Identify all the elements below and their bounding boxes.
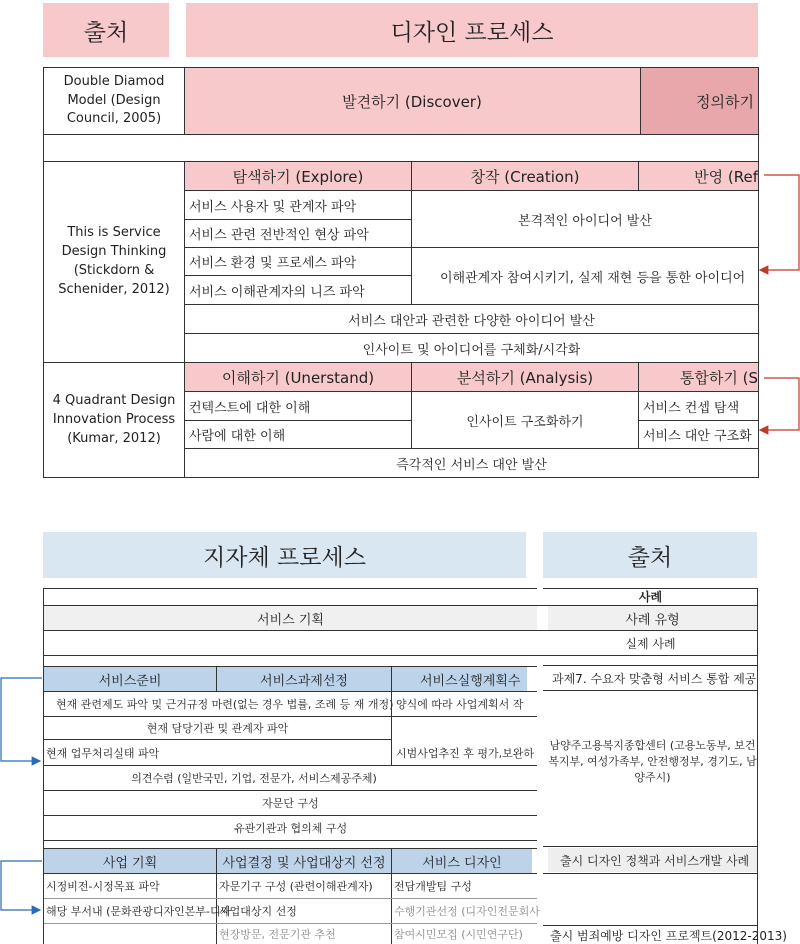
header-synthesis: 통합하기 (S — [639, 363, 758, 391]
header-service-design: 서비스 디자인 — [392, 849, 532, 873]
synthesis-item: 서비스 대안 구조화 — [643, 429, 752, 444]
span-immediate: 즉각적인 서비스 대안 발산 — [396, 457, 547, 473]
header-analysis: 분석하기 (Analysis) — [412, 363, 638, 391]
source-kumar: 4 Quadrant Design Innovation Process (Kumar, 2012) — [52, 393, 176, 446]
plan-department: 해당 부서내 (문화관광디자인본부-디자 — [46, 905, 232, 918]
explore-item: 서비스 이해관계자의 니즈 파악 — [189, 284, 365, 300]
case-type: 사례 유형 — [548, 606, 757, 630]
plan-vision: 시정비전-시정목표 파악 — [46, 880, 160, 893]
plan-pilot: 시범사업추진 후 평가,보완하 — [396, 746, 535, 760]
arrow-service-prep — [1, 678, 42, 761]
stage-discover: 발견하기 (Discover) — [184, 68, 640, 134]
explore-item: 서비스 사용자 및 관계자 파악 — [189, 199, 357, 215]
decision-site: 사업대상지 선정 — [219, 905, 297, 918]
source-double-diamond: Double Diamod Model (Design Council, 2005) — [63, 73, 165, 127]
prep-current-status: 현재 업무처리실태 파악 — [46, 746, 160, 760]
span-visualize: 인사이트 및 아이디어를 구체화/시각화 — [362, 342, 581, 358]
case-actual: 실제 사례 — [625, 636, 676, 651]
arrow-business-plan — [1, 861, 42, 910]
synthesis-item: 서비스 컨셉 탐색 — [643, 400, 740, 416]
understand-item: 사람에 대한 이해 — [189, 429, 286, 444]
understand-item: 컨텍스트에 대한 이해 — [189, 400, 311, 416]
decision-advisory: 자문기구 구성 (관련이해관계자) — [219, 880, 373, 893]
prep-agency: 현재 담당기관 및 관계자 파악 — [146, 722, 289, 735]
design-team: 전담개발팀 구성 — [394, 880, 472, 893]
explore-item: 서비스 관련 전반적인 현상 파악 — [189, 228, 369, 243]
header-business-decision: 사업결정 및 사업대상지 선정 — [217, 849, 391, 873]
design-agency: 수행기관선정 (디자인전문회사 — [394, 905, 540, 918]
opinion-gathering: 의견수렴 (일반국민, 기업, 전문가, 서비스제공주체) — [131, 772, 377, 785]
arrow-synthesis — [760, 378, 799, 430]
design-citizens: 참여시민모집 (시민연구단) — [394, 928, 523, 941]
source-service-design-thinking: This is Service Design Thinking (Stickdorn & Schenider, 2012) — [58, 225, 170, 297]
case-task: 과제7. 수요자 맞춤형 서비스 통합 제공 — [552, 671, 757, 686]
header-execution-plan: 서비스실행계획수 — [392, 667, 527, 691]
creation-stakeholder: 이해관계자 참여시키기, 실제 재현 등을 통한 아이디어 — [440, 270, 746, 286]
advisory-group: 자문단 구성 — [262, 797, 319, 810]
bottom-process-header: 지자체 프로세스 — [43, 532, 526, 578]
header-creation: 창작 (Creation) — [412, 162, 638, 190]
stage-define: 정의하기 — [640, 68, 758, 134]
top-process-header: 디자인 프로세스 — [186, 3, 758, 57]
header-service-prep: 서비스준비 — [44, 667, 216, 691]
explore-item: 서비스 환경 및 프로세스 파악 — [189, 256, 357, 271]
council: 유관기관과 협의체 구성 — [233, 822, 348, 835]
top-source-header: 출처 — [43, 3, 169, 57]
case-top: 사례 — [638, 589, 663, 604]
header-explore: 탐색하기 (Explore) — [185, 162, 411, 190]
case-project: 출시 범죄예방 디자인 프로젝트(2012-2013) — [550, 928, 787, 943]
case-policy: 출시 디자인 정책과 서비스개발 사례 — [548, 848, 757, 872]
header-reflection: 반영 (Ref — [639, 162, 758, 190]
header-business-plan: 사업 기획 — [44, 849, 216, 873]
analysis-structure: 인사이트 구조화하기 — [466, 414, 584, 430]
header-understand: 이해하기 (Unerstand) — [185, 363, 411, 391]
arrow-reflection — [760, 175, 799, 270]
plan-writing: 양식에 따라 사업계획서 작 — [396, 698, 524, 711]
header-task-selection: 서비스과제선정 — [217, 667, 391, 691]
decision-visit: 현장방문, 전문기관 추천 — [219, 928, 336, 941]
service-planning: 서비스 기획 — [44, 606, 537, 630]
span-alternative-ideas: 서비스 대안과 관련한 다양한 아이디어 발산 — [348, 313, 595, 329]
creation-idea-divergence: 본격적인 아이디어 발산 — [518, 213, 652, 229]
case-center: 남양주고용복지종합센터 (고용노동부, 보건복지부, 여성가족부, 안전행정부, 경기도, 남양주시) — [548, 739, 757, 784]
prep-regulation: 현재 관련제도 파악 및 근거규정 마련(없는 경우 법률, 조례 등 재 개정) — [56, 698, 394, 711]
bottom-source-header: 출처 — [543, 532, 757, 578]
